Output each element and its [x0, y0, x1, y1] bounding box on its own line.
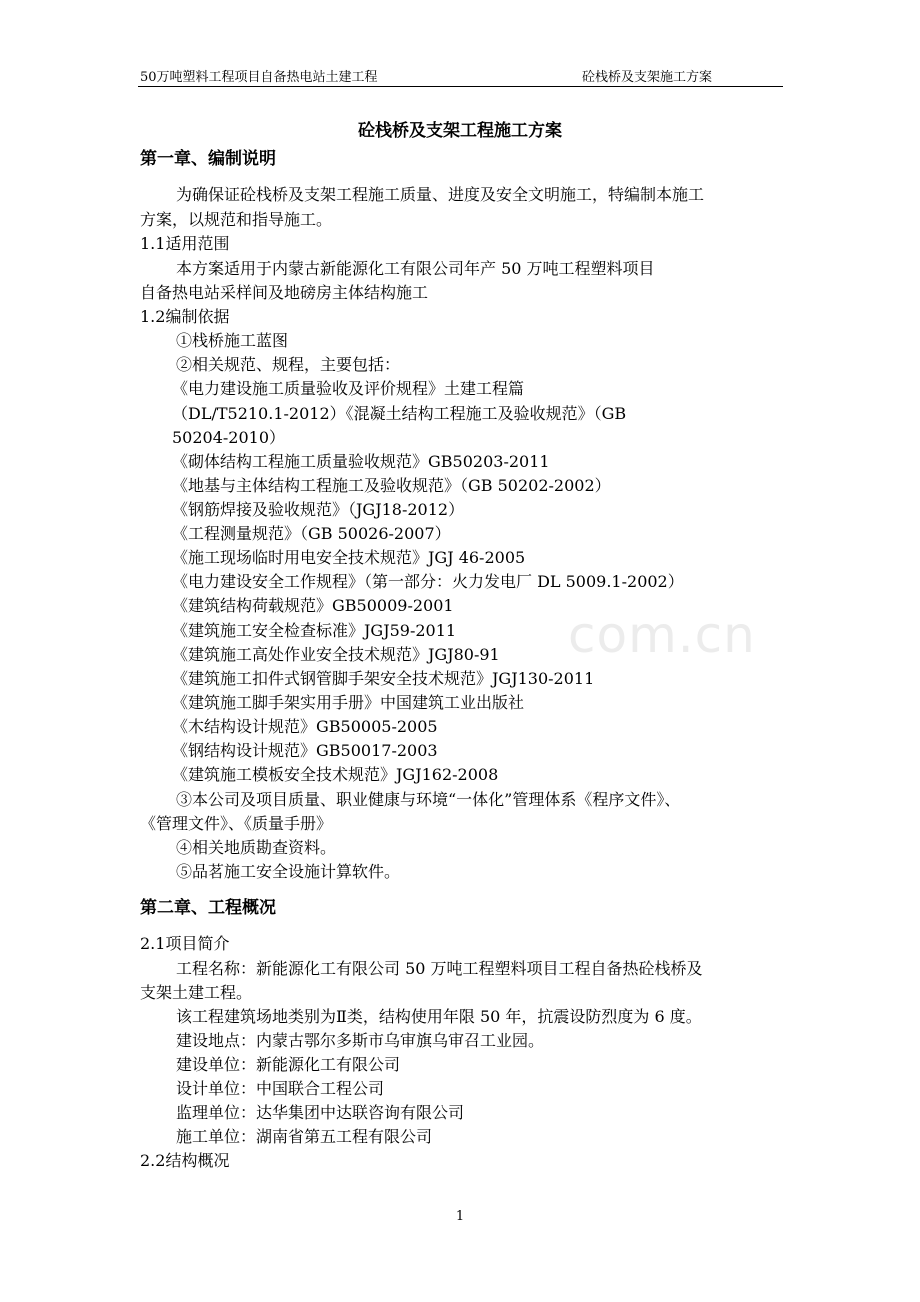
list-item: ③本公司及项目质量、职业健康与环境“一体化”管理体系《程序文件》、: [176, 790, 681, 809]
standard-item: 《建筑施工扣件式钢管脚手架安全技术规范》JGJ130-2011: [172, 669, 595, 688]
chapter-1-heading: 第一章、编制说明: [140, 149, 276, 169]
paragraph-line: 建设地点：内蒙古鄂尔多斯市乌审旗乌审召工业园。: [176, 1031, 545, 1050]
paragraph-line: 本方案适用于内蒙古新能源化工有限公司年产 50 万吨工程塑料项目: [176, 259, 655, 278]
standard-item: 《木结构设计规范》GB50005-2005: [172, 717, 438, 736]
standard-item: 《钢结构设计规范》GB50017-2003: [172, 741, 438, 760]
standard-item: 《钢筋焊接及验收规范》（JGJ18-2012）: [172, 500, 465, 519]
paragraph-line: 为确保证砼栈桥及支架工程施工质量、进度及安全文明施工，特编制本施工: [176, 185, 705, 204]
standard-item: 《电力建设安全工作规程》（第一部分：火力发电厂 DL 5009.1-2002）: [172, 572, 684, 591]
list-item: ④相关地质勘查资料。: [176, 838, 337, 857]
standard-item: 《建筑施工模板安全技术规范》JGJ162-2008: [172, 765, 499, 784]
list-item: ⑤品茗施工安全设施计算软件。: [176, 862, 401, 881]
standard-item: 《砌体结构工程施工质量验收规范》GB50203-2011: [172, 452, 550, 471]
standard-item: 《电力建设施工质量验收及评价规程》土建工程篇: [172, 379, 525, 398]
paragraph-line: 该工程建筑场地类别为Ⅱ类，结构使用年限 50 年，抗震设防烈度为 6 度。: [176, 1007, 702, 1026]
chapter-2-heading: 第二章、工程概况: [140, 898, 276, 918]
standard-item: 《施工现场临时用电安全技术规范》JGJ 46-2005: [172, 548, 526, 567]
paragraph-line: 工程名称：新能源化工有限公司 50 万吨工程塑料项目工程自备热砼栈桥及: [176, 959, 703, 978]
standard-item: 《建筑结构荷载规范》GB50009-2001: [172, 596, 454, 615]
running-header-right: 砼栈桥及支架施工方案: [582, 70, 713, 85]
paragraph-line: 自备热电站采样间及地磅房主体结构施工: [140, 283, 429, 302]
header-rule: [138, 86, 783, 87]
running-header-left: 50万吨塑料工程项目自备热电站土建工程: [140, 70, 378, 85]
standard-item: 50204-2010）: [172, 428, 286, 447]
list-item-continuation: 《管理文件》、《质量手册》: [140, 814, 333, 833]
section-heading: 2.2结构概况: [140, 1151, 230, 1170]
standard-item: 《建筑施工安全检查标准》JGJ59-2011: [172, 621, 457, 640]
standard-item: 《建筑施工高处作业安全技术规范》JGJ80-91: [172, 645, 500, 664]
standard-item: 《工程测量规范》（GB 50026-2007）: [172, 524, 451, 543]
paragraph-line: 设计单位：中国联合工程公司: [176, 1079, 385, 1098]
standard-item: 《建筑施工脚手架实用手册》中国建筑工业出版社: [172, 693, 525, 712]
section-heading: 2.1项目简介: [140, 934, 230, 953]
section-heading: 1.1适用范围: [140, 234, 230, 253]
paragraph-line: 支架土建工程。: [140, 983, 253, 1002]
standard-item: （DL/T5210.1-2012）《混凝土结构工程施工及验收规范》（GB: [172, 404, 627, 423]
paragraph-line: 监理单位：达华集团中达联咨询有限公司: [176, 1103, 465, 1122]
paragraph-line: 建设单位：新能源化工有限公司: [176, 1055, 401, 1074]
list-item: ①栈桥施工蓝图: [176, 331, 289, 350]
watermark: com.cn: [568, 606, 756, 664]
page-number: 1: [455, 1209, 465, 1224]
list-item: ②相关规范、规程，主要包括：: [176, 355, 401, 374]
section-heading: 1.2编制依据: [140, 307, 230, 326]
document-title: 砼栈桥及支架工程施工方案: [358, 121, 562, 141]
paragraph-line: 方案，以规范和指导施工。: [140, 210, 333, 229]
standard-item: 《地基与主体结构工程施工及验收规范》（GB 50202-2002）: [172, 476, 611, 495]
paragraph-line: 施工单位：湖南省第五工程有限公司: [176, 1127, 433, 1146]
